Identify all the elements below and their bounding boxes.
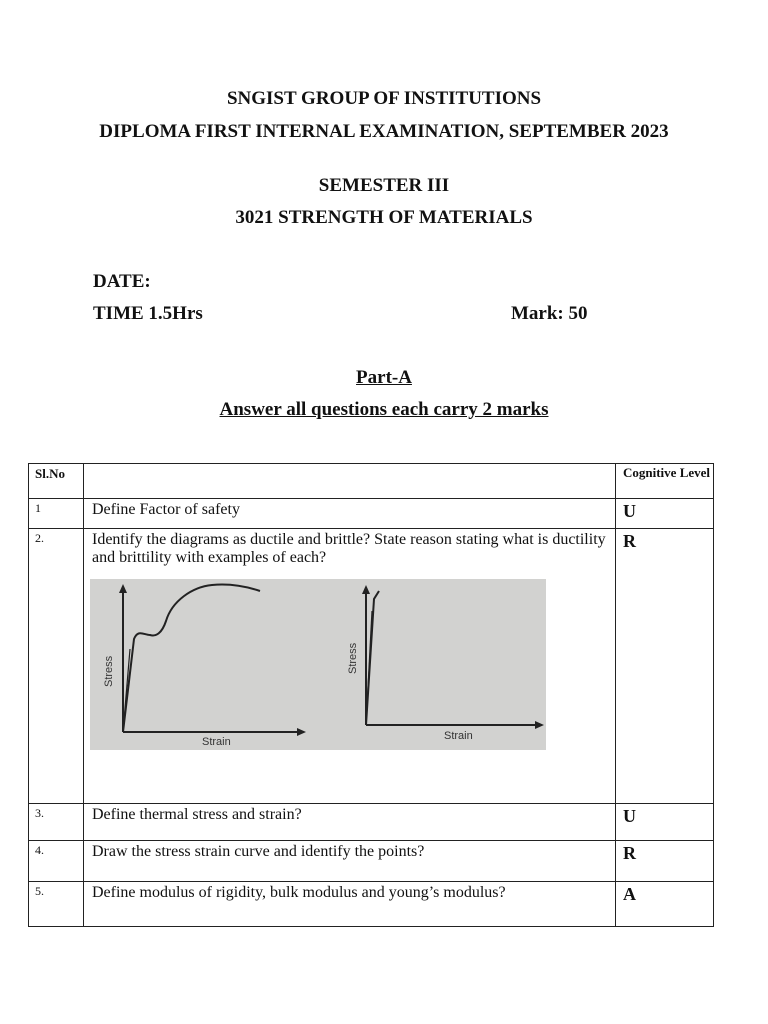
header-cognitive-level: Cognitive Level — [616, 464, 714, 499]
ductile-curve — [123, 584, 260, 732]
row-level: R — [616, 841, 714, 882]
marks-label: Mark: 50 — [511, 303, 588, 324]
row-level: U — [616, 499, 714, 529]
row-question-cell — [84, 529, 616, 804]
stress-strain-figure — [90, 579, 546, 750]
row-question: Draw the stress strain curve and identify the points? — [84, 841, 616, 882]
time-label: TIME 1.5Hrs — [93, 303, 203, 324]
table-row — [29, 499, 714, 529]
table-row — [29, 882, 714, 927]
table-row — [29, 841, 714, 882]
questions-table — [28, 463, 714, 927]
left-x-arrow — [297, 728, 306, 736]
left-ylabel: Stress — [103, 655, 115, 687]
ductile-unload-line — [123, 649, 130, 732]
right-x-arrow — [535, 721, 544, 729]
table-row — [29, 804, 714, 841]
row-question: Define Factor of safety — [84, 499, 616, 529]
right-ylabel: Stress — [347, 642, 359, 674]
left-y-arrow — [119, 584, 127, 593]
date-label: DATE: — [93, 271, 151, 292]
part-instruction: Answer all questions each carry 2 marks — [219, 399, 549, 420]
semester: SEMESTER III — [318, 175, 450, 196]
institution-name: SNGIST GROUP OF INSTITUTIONS — [226, 88, 542, 109]
subject: 3021 STRENGTH OF MATERIALS — [235, 207, 533, 228]
table-row — [29, 529, 714, 804]
row-question: Identify the diagrams as ductile and brittle? State reason stating what is ductility and brittility with examples of each? — [92, 531, 606, 566]
row-level: R — [616, 529, 714, 804]
row-slno: 2. — [29, 529, 84, 804]
row-question: Define modulus of rigidity, bulk modulus and young’s modulus? — [84, 882, 616, 927]
right-xlabel: Strain — [444, 730, 473, 742]
table-header-row — [29, 464, 714, 499]
row-slno: 1 — [29, 499, 84, 529]
stress-strain-diagrams — [90, 579, 546, 750]
part-title: Part-A — [356, 367, 412, 388]
header-question — [84, 464, 616, 499]
exam-title: DIPLOMA FIRST INTERNAL EXAMINATION, SEPTEMBER 2023 — [99, 121, 669, 142]
right-y-arrow — [362, 585, 370, 594]
header-slno: Sl.No — [29, 464, 84, 499]
row-level: U — [616, 804, 714, 841]
row-slno: 4. — [29, 841, 84, 882]
row-slno: 5. — [29, 882, 84, 927]
row-question: Define thermal stress and strain? — [84, 804, 616, 841]
row-level: A — [616, 882, 714, 927]
row-slno: 3. — [29, 804, 84, 841]
left-xlabel: Strain — [202, 736, 231, 748]
